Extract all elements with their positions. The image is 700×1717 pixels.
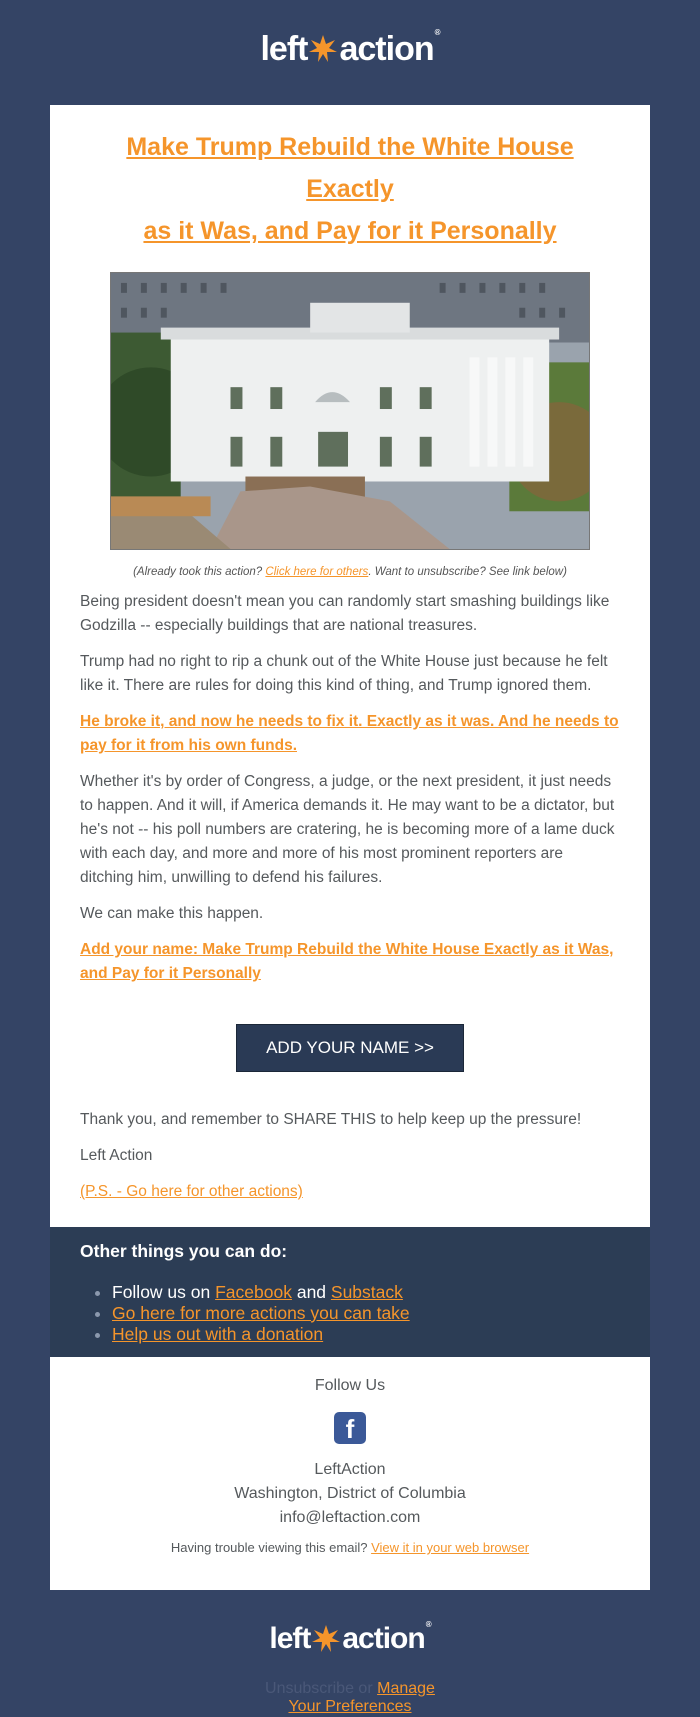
follow-prefix: Follow us on bbox=[112, 1282, 216, 1302]
other-things-list bbox=[80, 1282, 620, 1345]
cta-link-1[interactable]: He broke it, and now he needs to fix it. Exactly as it was. And he needs to pay for it from his own funds. bbox=[80, 713, 619, 754]
org-email: info@leftaction.com bbox=[279, 1509, 421, 1526]
main-content-card bbox=[50, 105, 650, 1227]
trouble-viewing bbox=[50, 1540, 650, 1555]
logo-text-left: left bbox=[269, 1622, 311, 1655]
headline-line-2: as it Was, and Pay for it Personally bbox=[143, 217, 557, 245]
click-here-for-others-link[interactable]: Click here for others bbox=[265, 566, 369, 578]
paragraph-1: Being president doesn't mean you can randomly start smashing buildings like Godzilla -- especially buildings that are national treasures. bbox=[80, 593, 610, 634]
starburst-icon bbox=[311, 1624, 341, 1654]
ps-other-actions-link[interactable]: (P.S. - Go here for other actions) bbox=[80, 1183, 303, 1200]
headline-link[interactable] bbox=[126, 133, 573, 245]
logo-text-right: action bbox=[342, 1622, 425, 1655]
button-wrapper bbox=[80, 1024, 620, 1072]
cta-text-2 bbox=[80, 938, 620, 986]
footer-card bbox=[50, 1357, 650, 1590]
list-item bbox=[112, 1324, 620, 1345]
headline bbox=[80, 126, 620, 252]
starburst-icon bbox=[308, 34, 338, 64]
unsubscribe-block bbox=[0, 1680, 700, 1716]
list-item bbox=[112, 1282, 620, 1303]
leftaction-logo[interactable] bbox=[0, 28, 700, 70]
add-your-name-button[interactable]: ADD YOUR NAME >> bbox=[236, 1024, 464, 1072]
view-in-browser-link[interactable]: View it in your web browser bbox=[371, 1540, 530, 1555]
caption-prefix: (Already took this action? bbox=[133, 566, 266, 578]
manage-line-2: Your Preferences bbox=[288, 1698, 412, 1715]
unsubscribe-link[interactable]: Unsubscribe bbox=[265, 1680, 354, 1697]
follow-us-label: Follow Us bbox=[314, 1377, 386, 1394]
manage-line-1: Manage bbox=[377, 1680, 435, 1697]
more-actions-link[interactable]: Go here for more actions you can take bbox=[112, 1303, 410, 1323]
or-text: or bbox=[353, 1680, 378, 1697]
and-text: and bbox=[291, 1282, 331, 1302]
donation-link[interactable]: Help us out with a donation bbox=[112, 1324, 324, 1344]
cta-text-1 bbox=[80, 710, 620, 758]
logo-text-left: left bbox=[260, 29, 308, 68]
org-name: LeftAction bbox=[314, 1461, 386, 1478]
registered-mark: ® bbox=[434, 28, 440, 37]
headline-line-1: Make Trump Rebuild the White House Exactly bbox=[126, 133, 574, 203]
facebook-link[interactable]: Facebook bbox=[215, 1282, 292, 1302]
other-things-section bbox=[50, 1227, 650, 1357]
thanks-text: Thank you, and remember to SHARE THIS to help keep up the pressure! bbox=[80, 1111, 582, 1128]
paragraph-2: Trump had no right to rip a chunk out of the White House just because he felt like it. There are rules for doing this kind of thing, and Trump ignored them. bbox=[80, 653, 608, 694]
ps-text bbox=[80, 1180, 620, 1204]
cta-link-2[interactable]: Add your name: Make Trump Rebuild the White House Exactly as it Was, and Pay for it Personally bbox=[80, 941, 614, 982]
trouble-text: Having trouble viewing this email? bbox=[170, 1540, 372, 1555]
other-things-heading: Other things you can do: bbox=[80, 1241, 288, 1261]
white-house-photo[interactable] bbox=[110, 272, 590, 550]
substack-link[interactable]: Substack bbox=[330, 1282, 403, 1302]
paragraph-3: Whether it's by order of Congress, a judge, or the next president, it just needs to happen. And it will, if America demands it. He may want to be a dictator, but he's not -- his poll numbers are cratering, he is becoming more of a lame duck with each day, and more and more of his most prominent reporters are ditching him, unwilling to defend his failures. bbox=[80, 773, 615, 886]
org-location: Washington, District of Columbia bbox=[234, 1485, 466, 1502]
caption-suffix: . Want to unsubscribe? See link below) bbox=[368, 566, 567, 578]
leftaction-logo-footer[interactable] bbox=[0, 1620, 700, 1658]
paragraph-4: We can make this happen. bbox=[80, 905, 264, 922]
facebook-icon[interactable]: f bbox=[334, 1412, 366, 1444]
logo-text-right: action bbox=[339, 29, 434, 68]
caption bbox=[80, 566, 620, 578]
list-item bbox=[112, 1303, 620, 1324]
registered-mark: ® bbox=[425, 1620, 431, 1629]
address-block bbox=[50, 1458, 650, 1530]
signature: Left Action bbox=[80, 1147, 153, 1164]
